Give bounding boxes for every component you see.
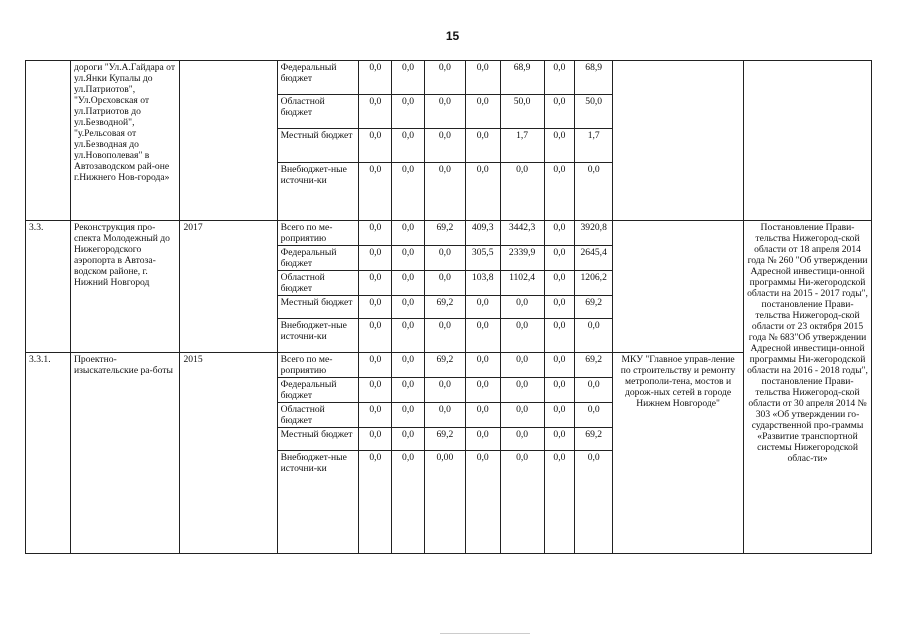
funding-value: 0,0 <box>500 451 544 554</box>
funding-value: 69,2 <box>424 353 465 378</box>
funding-source: Местный бюджет <box>277 296 359 319</box>
funding-value: 0,0 <box>465 319 500 353</box>
executor: МКУ "Главное управ-ление по строительству и ремонту метрополи-тена, мостов и дорож-ных сетей в городе Нижнем Новгороде" <box>613 353 744 554</box>
funding-source: Внебюджет-ные источни-ки <box>277 319 359 353</box>
funding-value: 0,0 <box>465 95 500 129</box>
funding-value: 0,0 <box>424 271 465 296</box>
scan-artifact <box>440 633 530 634</box>
funding-value: 0,0 <box>359 378 392 403</box>
funding-source: Местный бюджет <box>277 428 359 451</box>
funding-source: Внебюджет-ные источни-ки <box>277 451 359 554</box>
funding-value: 0,0 <box>359 129 392 163</box>
funding-value: 0,0 <box>392 221 425 246</box>
funding-source: Федеральный бюджет <box>277 378 359 403</box>
funding-value: 0,0 <box>424 163 465 221</box>
funding-value: 0,0 <box>500 403 544 428</box>
funding-value: 0,0 <box>359 95 392 129</box>
funding-value: 68,9 <box>500 61 544 95</box>
funding-value: 0,0 <box>575 403 613 428</box>
funding-value: 0,0 <box>465 353 500 378</box>
funding-value: 3442,3 <box>500 221 544 246</box>
funding-value: 0,0 <box>392 95 425 129</box>
page-number: 15 <box>445 29 460 43</box>
funding-value: 0,0 <box>424 61 465 95</box>
funding-value: 0,0 <box>392 319 425 353</box>
funding-source: Всего по ме-роприятию <box>277 221 359 246</box>
funding-value: 1,7 <box>500 129 544 163</box>
funding-value: 103,8 <box>465 271 500 296</box>
funding-value: 0,0 <box>392 246 425 271</box>
item-number: 3.3. <box>26 221 71 353</box>
funding-source: Федеральный бюджет <box>277 61 359 95</box>
funding-value: 0,00 <box>424 451 465 554</box>
legal-basis: Постановление Прави-тельства Нижегород-ской области от 18 апреля 2014 года № 260 "Об утверждении Адресной инвестици-онной программы Ни-жегородской области на 2015 - 2017 годы", постановление Прави-тельства Нижегород-ской области от 23 октября 2015 года № 683"Об утверждении Адресной инвестици-онной программы Ни-жегородской области на 2016 - 2018 годы", постановление Прави-тельства Нижегород-ской области от 30 апреля 2014 № 303 «Об утверждении го-сударственной про-граммы «Развитие транспортной системы Нижегородской облас-ти» <box>744 221 872 554</box>
funding-value: 0,0 <box>544 319 575 353</box>
funding-value: 0,0 <box>392 403 425 428</box>
funding-value: 0,0 <box>544 271 575 296</box>
funding-value: 0,0 <box>575 163 613 221</box>
funding-value: 0,0 <box>359 246 392 271</box>
item-year: 2015 <box>180 353 277 554</box>
table-row <box>26 61 872 95</box>
funding-value: 0,0 <box>359 296 392 319</box>
funding-value: 0,0 <box>465 428 500 451</box>
funding-value: 0,0 <box>424 378 465 403</box>
funding-value: 1206,2 <box>575 271 613 296</box>
funding-value: 1,7 <box>575 129 613 163</box>
funding-value: 3920,8 <box>575 221 613 246</box>
funding-value: 0,0 <box>392 296 425 319</box>
funding-value: 0,0 <box>544 246 575 271</box>
item-name: Проектно-изыскательские ра-боты <box>71 353 180 554</box>
funding-value: 50,0 <box>575 95 613 129</box>
funding-source: Местный бюджет <box>277 129 359 163</box>
funding-value: 2645,4 <box>575 246 613 271</box>
item-year <box>180 61 277 221</box>
funding-value: 0,0 <box>465 296 500 319</box>
legal-basis <box>744 61 872 221</box>
funding-value: 0,0 <box>500 378 544 403</box>
funding-value: 0,0 <box>544 451 575 554</box>
table-row <box>26 221 872 246</box>
funding-value: 0,0 <box>544 163 575 221</box>
executor <box>613 221 744 353</box>
funding-value: 0,0 <box>392 353 425 378</box>
funding-value: 69,2 <box>424 221 465 246</box>
funding-value: 0,0 <box>544 221 575 246</box>
funding-value: 0,0 <box>424 403 465 428</box>
funding-value: 0,0 <box>544 61 575 95</box>
funding-value: 68,9 <box>575 61 613 95</box>
funding-value: 0,0 <box>392 451 425 554</box>
funding-value: 0,0 <box>424 246 465 271</box>
funding-value: 0,0 <box>544 403 575 428</box>
funding-value: 0,0 <box>392 129 425 163</box>
funding-value: 0,0 <box>544 296 575 319</box>
funding-value: 2339,9 <box>500 246 544 271</box>
funding-value: 0,0 <box>392 271 425 296</box>
funding-value: 1102,4 <box>500 271 544 296</box>
funding-value: 0,0 <box>500 353 544 378</box>
funding-value: 0,0 <box>575 319 613 353</box>
funding-value: 0,0 <box>544 378 575 403</box>
funding-value: 0,0 <box>359 271 392 296</box>
executor <box>613 61 744 221</box>
funding-value: 0,0 <box>424 319 465 353</box>
funding-source: Областной бюджет <box>277 271 359 296</box>
funding-value: 0,0 <box>392 428 425 451</box>
funding-source: Областной бюджет <box>277 403 359 428</box>
funding-value: 0,0 <box>392 378 425 403</box>
funding-value: 0,0 <box>359 451 392 554</box>
funding-value: 0,0 <box>359 61 392 95</box>
funding-value: 69,2 <box>575 353 613 378</box>
funding-value: 0,0 <box>544 353 575 378</box>
funding-value: 0,0 <box>392 163 425 221</box>
funding-value: 0,0 <box>544 129 575 163</box>
funding-value: 69,2 <box>424 296 465 319</box>
funding-source: Всего по ме-роприятию <box>277 353 359 378</box>
funding-value: 0,0 <box>465 378 500 403</box>
funding-value: 0,0 <box>424 95 465 129</box>
funding-value: 0,0 <box>575 451 613 554</box>
item-year: 2017 <box>180 221 277 353</box>
funding-value: 50,0 <box>500 95 544 129</box>
funding-value: 0,0 <box>359 428 392 451</box>
funding-value: 0,0 <box>544 428 575 451</box>
funding-value: 0,0 <box>465 163 500 221</box>
item-number <box>26 61 71 221</box>
funding-value: 0,0 <box>465 61 500 95</box>
funding-value: 0,0 <box>500 428 544 451</box>
funding-value: 0,0 <box>465 129 500 163</box>
funding-value: 0,0 <box>359 221 392 246</box>
funding-source: Областной бюджет <box>277 95 359 129</box>
funding-value: 305,5 <box>465 246 500 271</box>
funding-value: 0,0 <box>424 129 465 163</box>
funding-source: Внебюджет-ные источни-ки <box>277 163 359 221</box>
funding-source: Федеральный бюджет <box>277 246 359 271</box>
funding-value: 69,2 <box>575 296 613 319</box>
funding-value: 0,0 <box>465 451 500 554</box>
investment-program-table <box>25 60 872 554</box>
item-name: дороги "Ул.А.Гайдара от ул.Янки Купалы до ул.Патриотов", "Ул.Орєховская от ул.Патриотов до ул.Безводной", "у.Рельсовая от ул.Безводная до ул.Новополевая" в Автозаводском рай-оне г.Нижнего Нов-города» <box>71 61 180 221</box>
item-number: 3.3.1. <box>26 353 71 554</box>
funding-value: 0,0 <box>392 61 425 95</box>
funding-value: 69,2 <box>424 428 465 451</box>
funding-value: 0,0 <box>359 319 392 353</box>
funding-value: 0,0 <box>500 163 544 221</box>
funding-value: 0,0 <box>575 378 613 403</box>
funding-value: 0,0 <box>359 163 392 221</box>
funding-value: 0,0 <box>359 403 392 428</box>
funding-value: 0,0 <box>500 319 544 353</box>
funding-value: 0,0 <box>544 95 575 129</box>
funding-value: 0,0 <box>465 403 500 428</box>
item-name: Реконструкция про-спекта Молодежный до Нижегородского аэропорта в Автоза-водском районе, г. Нижний Новгород <box>71 221 180 353</box>
funding-value: 0,0 <box>359 353 392 378</box>
funding-value: 409,3 <box>465 221 500 246</box>
funding-value: 69,2 <box>575 428 613 451</box>
funding-value: 0,0 <box>500 296 544 319</box>
